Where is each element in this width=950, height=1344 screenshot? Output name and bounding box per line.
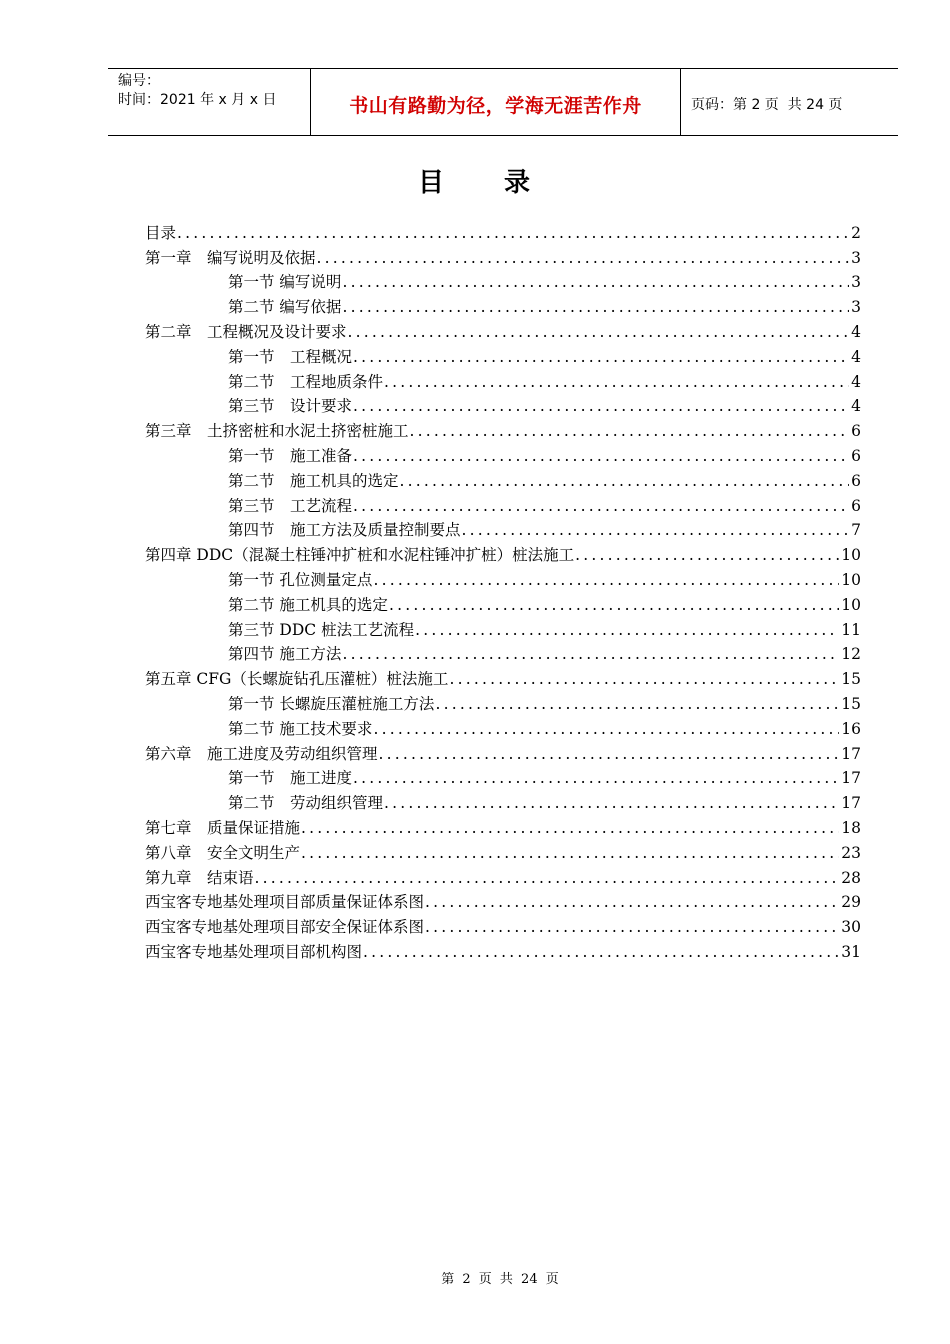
- toc-leader-dots: [400, 471, 850, 491]
- toc-entry-page: 6: [851, 471, 861, 490]
- toc-entry[interactable]: [145, 367, 861, 392]
- toc-leader-dots: [317, 248, 850, 268]
- toc-entry-title: 第七章 质量保证措施: [145, 818, 301, 837]
- toc-leader-dots: [348, 322, 850, 342]
- toc-entry[interactable]: [145, 615, 861, 640]
- toc-entry-page: 15: [841, 670, 861, 689]
- header-motto: 书山有路勤为径，学海无涯苦作舟: [311, 69, 681, 135]
- toc-entry[interactable]: [145, 292, 861, 317]
- toc-entry-title: 第三节 设计要求: [228, 397, 353, 416]
- toc-entry-title: 第八章 安全文明生产: [145, 843, 301, 862]
- toc-entry-title: 西宝客专地基处理项目部质量保证体系图: [145, 893, 425, 912]
- toc-leader-dots: [435, 694, 839, 714]
- toc-entry-title: 第四章 DDC（混凝土柱锤冲扩桩和水泥柱锤冲扩桩）桩法施工: [145, 546, 575, 565]
- toc-leader-dots: [353, 396, 849, 416]
- toc-entry-title: 第六章 施工进度及劳动组织管理: [145, 744, 378, 763]
- time-label: 时间：2021 年 x 月 x 日: [118, 92, 277, 108]
- toc-entry-title: 第五章 CFG（长螺旋钻孔压灌桩）桩法施工: [145, 670, 449, 689]
- toc-entry-title: 第一节 编写说明: [228, 273, 342, 292]
- toc-entry-page: 3: [851, 248, 861, 267]
- toc-entry-page: 28: [841, 868, 861, 887]
- toc-leader-dots: [449, 669, 839, 689]
- number-label: 编号：: [118, 73, 160, 89]
- toc-leader-dots: [462, 520, 850, 540]
- toc-entry[interactable]: [145, 342, 861, 367]
- page-title-char-2: 录: [504, 168, 533, 198]
- toc-entry-page: 17: [841, 794, 861, 813]
- toc-entry-page: 6: [851, 446, 861, 465]
- toc-entry[interactable]: [145, 590, 861, 615]
- toc-entry[interactable]: [145, 788, 861, 813]
- header-meta-cell: [108, 69, 311, 135]
- toc-entry[interactable]: [145, 441, 861, 466]
- toc-entry-page: 3: [851, 298, 861, 317]
- toc-leader-dots: [353, 768, 839, 788]
- toc-leader-dots: [353, 446, 849, 466]
- toc-entry-page: 2: [851, 223, 861, 242]
- toc-entry-page: 16: [841, 719, 861, 738]
- toc-entry-title: 第一节 工程概况: [228, 347, 353, 366]
- toc-leader-dots: [301, 818, 839, 838]
- toc-leader-dots: [384, 372, 849, 392]
- toc-entry-page: 6: [851, 496, 861, 515]
- toc-entry[interactable]: [145, 466, 861, 491]
- toc-entry[interactable]: [145, 516, 861, 541]
- toc-entry[interactable]: [145, 937, 861, 962]
- toc-entry-title: 第二节 施工机具的选定: [228, 595, 388, 614]
- toc-entry[interactable]: [145, 888, 861, 913]
- toc-entry-page: 4: [851, 397, 861, 416]
- toc-entry-title: 第二节 施工技术要求: [228, 719, 373, 738]
- toc-leader-dots: [379, 744, 840, 764]
- toc-entry[interactable]: [145, 912, 861, 937]
- toc-entry-title: 第二节 编写依据: [228, 298, 342, 317]
- toc-entry-page: 17: [841, 769, 861, 788]
- toc-entry[interactable]: [145, 317, 861, 342]
- toc-entry[interactable]: [145, 863, 861, 888]
- toc-entry-title: 西宝客专地基处理项目部机构图: [145, 942, 363, 961]
- toc-leader-dots: [342, 644, 839, 664]
- toc-leader-dots: [389, 595, 839, 615]
- toc-entry-title: 第三章 土挤密桩和水泥土挤密桩施工: [145, 422, 409, 441]
- toc-leader-dots: [425, 917, 839, 937]
- toc-entry[interactable]: [145, 565, 861, 590]
- toc-leader-dots: [255, 868, 840, 888]
- toc-entry-page: 3: [851, 273, 861, 292]
- header-page-code: 页码：第 2 页 共 24 页: [691, 97, 843, 113]
- toc-entry[interactable]: [145, 664, 861, 689]
- toc-leader-dots: [575, 545, 839, 565]
- toc-entry-page: 17: [841, 744, 861, 763]
- toc-entry-page: 6: [851, 422, 861, 441]
- toc-entry-title: 第四节 施工方法及质量控制要点: [228, 521, 461, 540]
- toc-leader-dots: [177, 223, 849, 243]
- toc-entry-page: 7: [851, 521, 861, 540]
- toc-leader-dots: [410, 421, 850, 441]
- toc-entry[interactable]: [145, 392, 861, 417]
- toc-entry-title: 第九章 结束语: [145, 868, 254, 887]
- toc-entry-title: 第二章 工程概况及设计要求: [145, 322, 347, 341]
- toc-entry-page: 10: [841, 570, 861, 589]
- table-of-contents: [145, 218, 861, 962]
- toc-leader-dots: [301, 843, 839, 863]
- toc-entry[interactable]: [145, 416, 861, 441]
- toc-leader-dots: [373, 570, 839, 590]
- toc-entry-title: 第一节 施工准备: [228, 446, 353, 465]
- toc-entry-title: 第一节 长螺旋压灌桩施工方法: [228, 694, 435, 713]
- toc-leader-dots: [353, 347, 849, 367]
- toc-entry-title: 目录: [145, 223, 177, 242]
- document-header: [108, 68, 898, 136]
- toc-entry-title: 第三节 DDC 桩法工艺流程: [228, 620, 415, 639]
- toc-leader-dots: [425, 892, 839, 912]
- toc-leader-dots: [342, 297, 849, 317]
- toc-entry[interactable]: [145, 640, 861, 665]
- toc-entry-title: 第二节 工程地质条件: [228, 372, 384, 391]
- toc-entry[interactable]: [145, 218, 861, 243]
- toc-entry-page: 10: [841, 546, 861, 565]
- toc-entry-page: 12: [841, 645, 861, 664]
- toc-entry-page: 4: [851, 322, 861, 341]
- toc-entry-title: 第二节 施工机具的选定: [228, 471, 399, 490]
- page-footer: 第 2 页 共 24 页: [441, 1272, 559, 1287]
- toc-entry-title: 第三节 工艺流程: [228, 496, 353, 515]
- toc-leader-dots: [353, 496, 849, 516]
- toc-entry[interactable]: [145, 268, 861, 293]
- toc-entry-page: 4: [851, 347, 861, 366]
- toc-leader-dots: [342, 272, 849, 292]
- toc-entry-title: 第四节 施工方法: [228, 645, 342, 664]
- toc-entry[interactable]: [145, 813, 861, 838]
- page-title: [0, 162, 950, 199]
- toc-entry[interactable]: [145, 689, 861, 714]
- toc-entry[interactable]: [145, 739, 861, 764]
- page-title-char-1: 目: [417, 168, 446, 198]
- toc-entry-title: 西宝客专地基处理项目部安全保证体系图: [145, 918, 425, 937]
- toc-entry[interactable]: [145, 714, 861, 739]
- toc-entry-title: 第二节 劳动组织管理: [228, 794, 384, 813]
- header-page-code-cell: [681, 69, 898, 137]
- toc-entry-page: 15: [841, 694, 861, 713]
- toc-entry-page: 11: [841, 620, 861, 639]
- toc-leader-dots: [363, 942, 839, 962]
- toc-entry[interactable]: [145, 243, 861, 268]
- toc-leader-dots: [384, 793, 839, 813]
- toc-entry-page: 18: [841, 818, 861, 837]
- toc-entry-title: 第一节 孔位测量定点: [228, 570, 373, 589]
- toc-entry[interactable]: [145, 491, 861, 516]
- toc-entry-title: 第一章 编写说明及依据: [145, 248, 316, 267]
- toc-entry-page: 31: [841, 942, 861, 961]
- toc-entry[interactable]: [145, 838, 861, 863]
- toc-leader-dots: [415, 620, 839, 640]
- toc-leader-dots: [373, 719, 839, 739]
- toc-entry-page: 23: [841, 843, 861, 862]
- toc-entry-page: 4: [851, 372, 861, 391]
- toc-entry[interactable]: [145, 540, 861, 565]
- toc-entry-page: 29: [841, 893, 861, 912]
- toc-entry-page: 30: [841, 918, 861, 937]
- toc-entry-title: 第一节 施工进度: [228, 769, 353, 788]
- toc-entry[interactable]: [145, 764, 861, 789]
- toc-entry-page: 10: [841, 595, 861, 614]
